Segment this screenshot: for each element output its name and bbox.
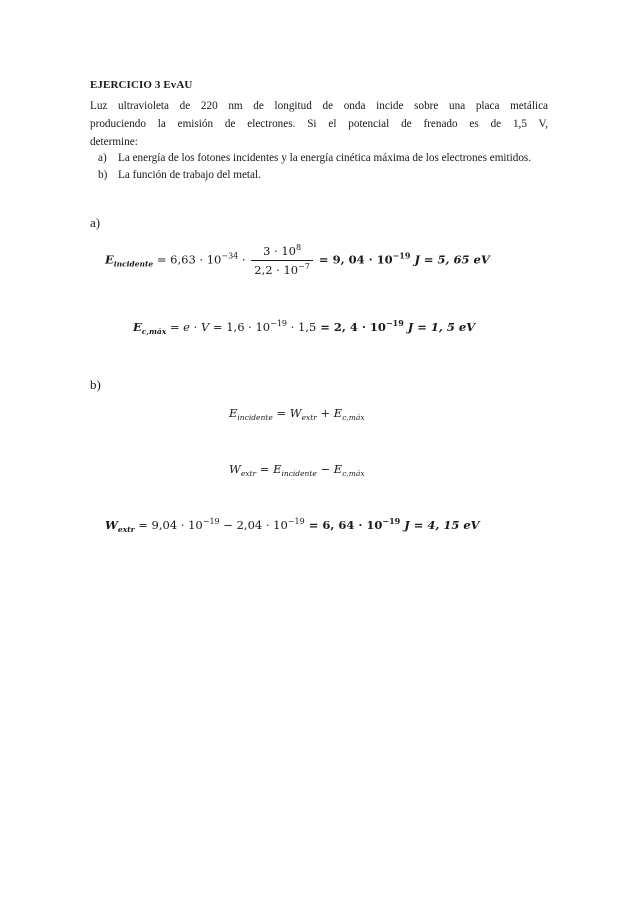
value: · 1,5 <box>287 320 317 334</box>
exercise-title: EJERCICIO 3 EvAU <box>90 79 193 91</box>
symbol: E <box>333 406 343 420</box>
unit: J <box>403 320 414 334</box>
item-marker: b) <box>98 169 108 181</box>
item-text: La energía de los fotones incidentes y la energía cinética máxima de los electrones emitidos. <box>118 152 532 164</box>
subscript: c,máx <box>342 413 365 422</box>
equation-incident-energy <box>105 244 490 277</box>
result: = 6, 64 · 10 <box>304 518 383 532</box>
operator: + <box>316 406 334 420</box>
operator: − <box>219 518 237 532</box>
value: 2,2 · 10 <box>254 263 299 277</box>
result: = 5, 65 eV <box>419 252 490 267</box>
exponent: −19 <box>287 517 305 526</box>
operator: = <box>153 252 171 267</box>
equation-energy-balance <box>229 406 365 420</box>
operator: − <box>316 462 334 476</box>
subscript: extr <box>117 525 135 534</box>
question-list <box>98 150 548 184</box>
item-text: La función de trabajo del metal. <box>118 169 261 181</box>
result: = 9, 04 · 10 <box>314 252 393 267</box>
result: = 4, 15 eV <box>409 518 480 532</box>
equation-kinetic-energy <box>133 320 475 334</box>
symbol: W <box>289 406 302 420</box>
subscript: incidente <box>281 469 317 478</box>
subscript: extr <box>240 469 257 478</box>
exponent: 8 <box>295 243 302 252</box>
fraction <box>251 244 313 277</box>
value: 1,6 · 10 <box>226 320 271 334</box>
item-marker: a) <box>98 152 107 164</box>
operator: = <box>272 406 290 420</box>
subscript: c,máx <box>342 469 365 478</box>
operator: = <box>256 462 274 476</box>
exponent: −19 <box>392 250 411 261</box>
operator: · <box>238 252 250 267</box>
section-a-label: a) <box>90 215 101 230</box>
exponent: −19 <box>385 318 404 328</box>
result: = 1, 5 eV <box>413 320 476 334</box>
statement-line: determine: <box>90 136 138 148</box>
value: 2,04 · 10 <box>236 518 288 532</box>
question-item-a <box>98 150 548 167</box>
symbol: E <box>273 462 282 476</box>
operator: · <box>189 320 201 334</box>
statement-line: Luz ultravioleta de 220 nm de longitud de onda incide sobre una placa metálica <box>90 100 548 112</box>
numerator <box>251 244 313 261</box>
operator: = <box>209 320 227 334</box>
subscript: incidente <box>237 413 273 422</box>
exponent: −19 <box>270 319 287 328</box>
symbol: E <box>229 406 238 420</box>
value: 3 · 10 <box>263 244 296 258</box>
unit: J <box>410 252 420 267</box>
subscript: extr <box>301 413 317 422</box>
symbol: e <box>183 320 190 334</box>
symbol: E <box>333 462 343 476</box>
subscript: incidente <box>113 259 154 269</box>
unit: J <box>400 518 410 532</box>
equation-work-function <box>229 462 365 476</box>
result: = 2, 4 · 10 <box>316 320 386 334</box>
operator: = <box>166 320 184 334</box>
value: 6,63 · 10 <box>170 252 222 267</box>
symbol: E <box>133 320 142 334</box>
exponent: −19 <box>202 517 220 526</box>
question-item-b <box>98 167 548 184</box>
exercise-statement <box>90 97 548 151</box>
denominator <box>251 261 313 277</box>
exponent: −7 <box>298 262 310 271</box>
statement-line: produciendo la emisión de electrones. Si el potencial de frenado es de 1,5 V, <box>90 118 548 130</box>
value: 9,04 · 10 <box>151 518 203 532</box>
exponent: −19 <box>382 516 401 526</box>
symbol: W <box>229 462 241 476</box>
symbol: V <box>200 320 210 334</box>
equation-work-function-result <box>105 518 480 532</box>
section-b-label: b) <box>90 377 101 392</box>
symbol: E <box>105 252 114 267</box>
symbol: W <box>105 518 118 532</box>
exponent: −34 <box>221 251 239 261</box>
operator: = <box>134 518 152 532</box>
subscript: c,máx <box>141 327 167 336</box>
